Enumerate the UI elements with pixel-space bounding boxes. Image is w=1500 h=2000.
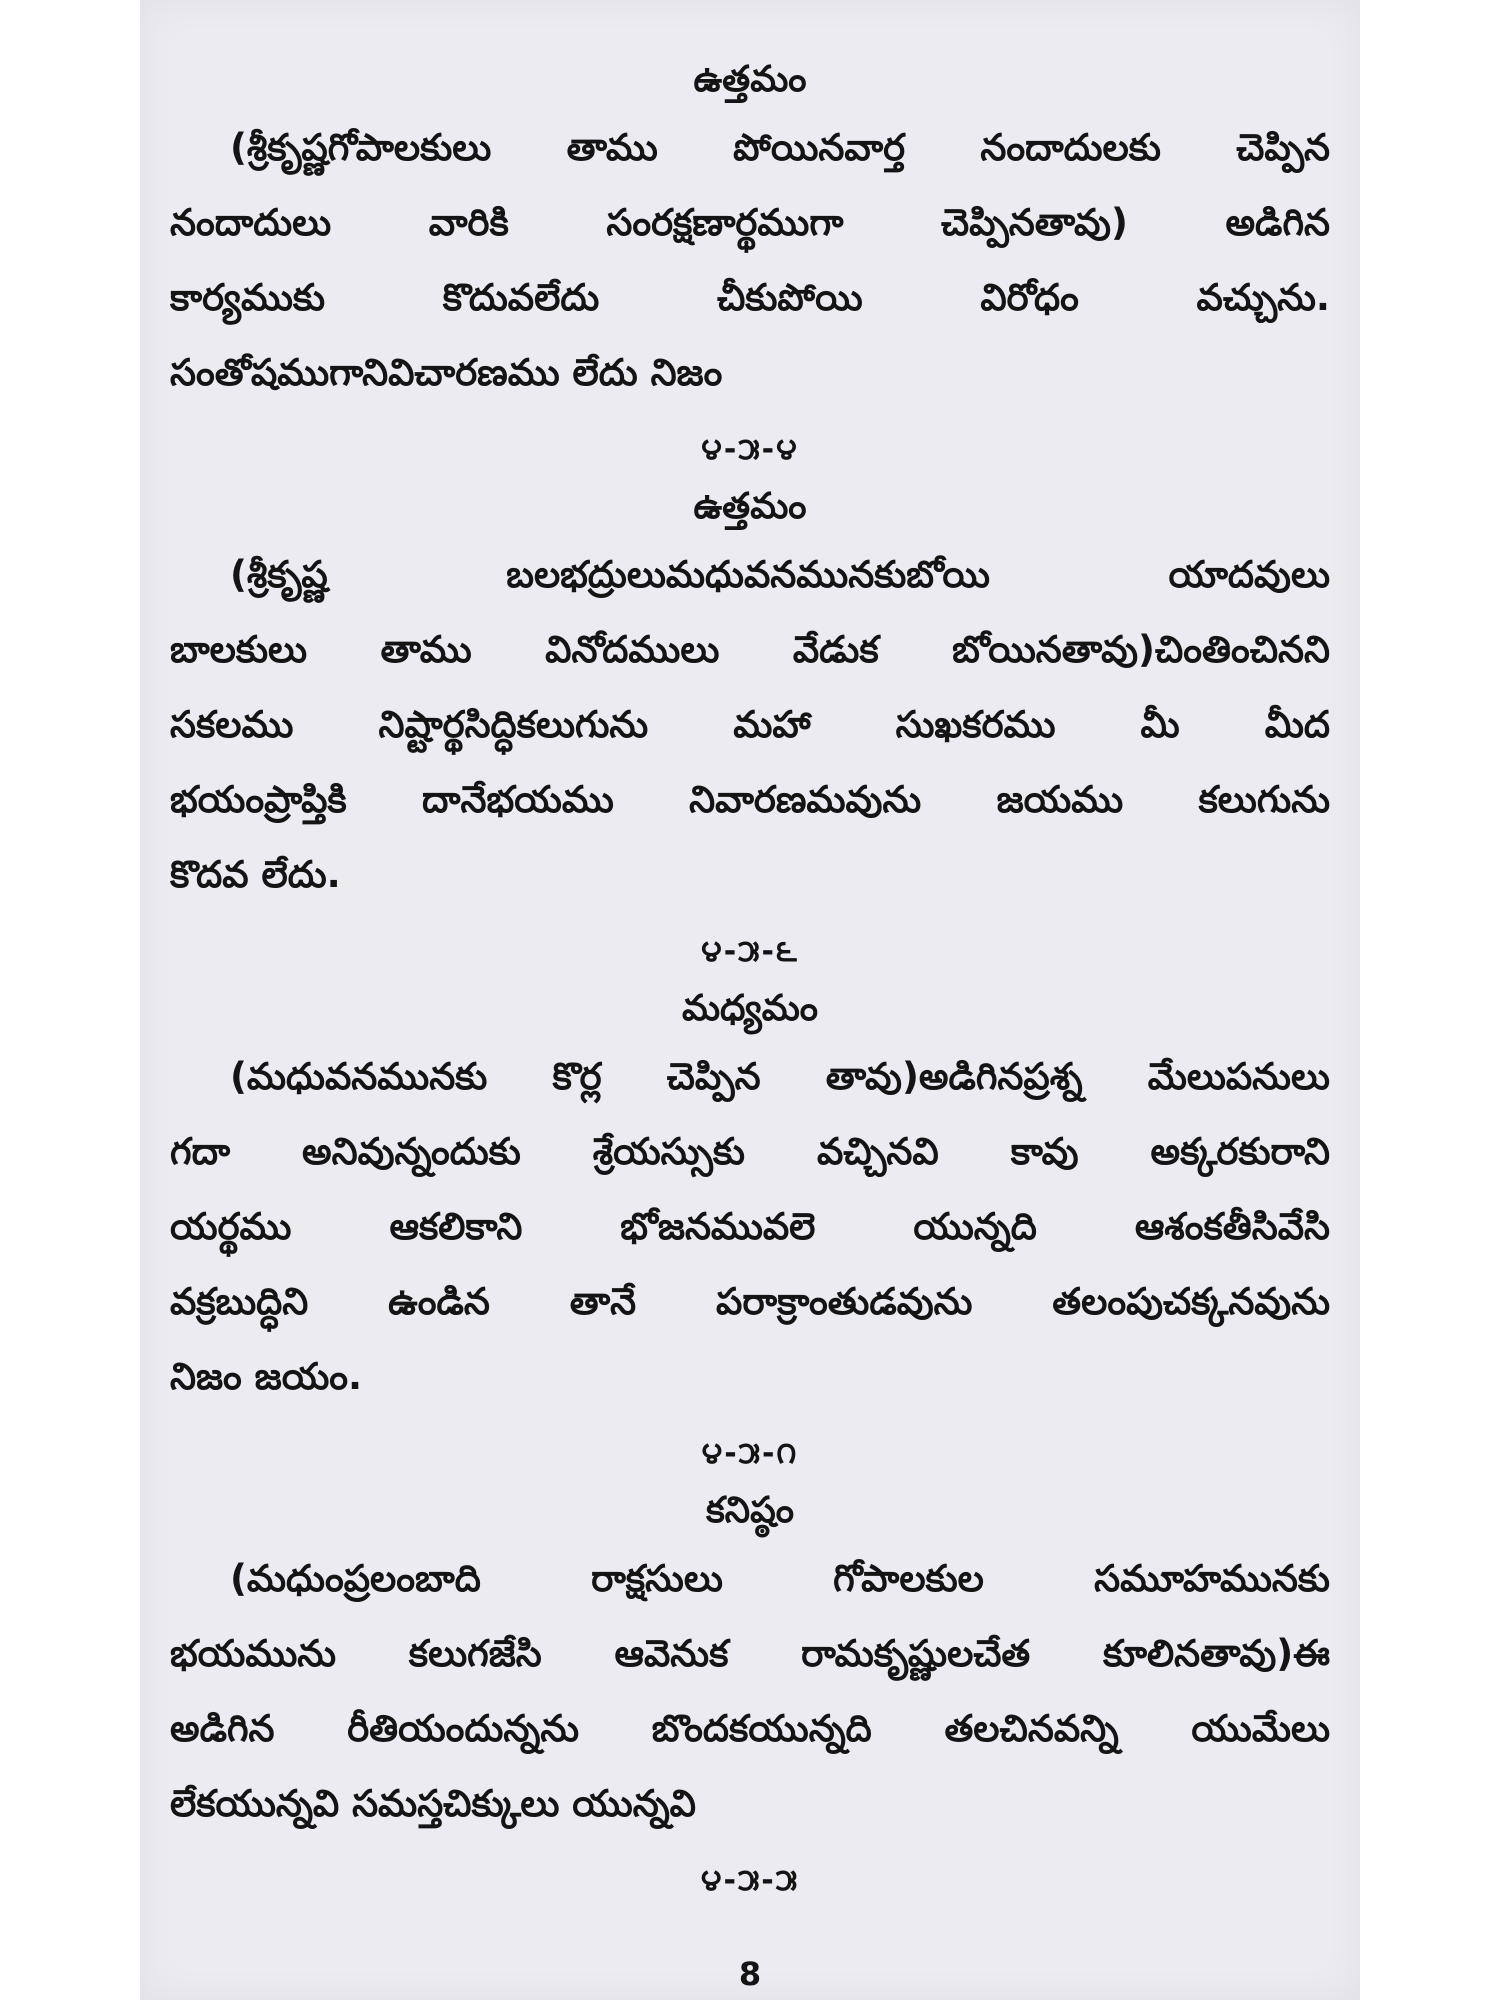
page-number: 8 xyxy=(738,1955,762,1993)
footer-code: ౪-౫-౫ xyxy=(700,1863,800,1898)
paragraph-line: భయమును కలుగజేసి ఆవెనుక రామకృష్ణులచేత కూలినతావు)ఈ xyxy=(170,1632,1330,1675)
paragraph-line: కార్యముకు కొదువలేదు చీకుపోయి విరోధం వచ్చును. xyxy=(170,276,1330,319)
paragraph-line: కొదవ లేదు. xyxy=(170,853,341,896)
section-paragraph xyxy=(170,1039,1330,1414)
section-paragraph xyxy=(170,537,1330,912)
paragraph-line: సకలము నిష్టార్థసిద్ధికలుగును మహా సుఖకరము మీ మీద xyxy=(170,703,1330,746)
section-heading: ఉత్తమం xyxy=(693,59,807,100)
paragraph-line: లేకయున్నవి సమస్తచిక్కులు యున్నవి xyxy=(170,1782,696,1825)
section-code: ౪-౫-౬ xyxy=(701,934,799,969)
paragraph-line: అడిగిన రీతియందున్నను బొందకయున్నది తలచినవన్ని యుమేలు xyxy=(170,1707,1330,1750)
section-2 xyxy=(170,422,1330,912)
paragraph-line: (మధుంప్రలంబాది రాక్షసులు గోపాలకుల సమూహమునకు xyxy=(230,1557,1330,1600)
paragraph-line: వక్రబుద్ధిని ఉండిన తానే పరాక్రాంతుడవును తలంపుచక్కనవును xyxy=(170,1280,1330,1323)
section-heading: మధ్యమం xyxy=(681,988,819,1029)
paragraph-line: సంతోషముగానివిచారణము లేదు నిజం xyxy=(170,351,723,394)
section-4 xyxy=(170,1426,1330,1841)
section-paragraph xyxy=(170,1541,1330,1841)
section-3 xyxy=(170,924,1330,1414)
paragraph-line: గదా అనివున్నందుకు శ్రేయస్సుకు వచ్చినవి కావు అక్కరకురాని xyxy=(170,1130,1330,1173)
section-code: ౪-౫-౧ xyxy=(701,1436,799,1471)
paragraph-line: భయంప్రాప్తికి దానేభయము నివారణమవును జయము కలుగును xyxy=(170,778,1330,821)
document-body xyxy=(170,50,1330,1908)
paragraph-line: (శ్రీకృష్ణగోపాలకులు తాము పోయినవార్త నందాదులకు చెప్పిన xyxy=(230,126,1330,169)
paragraph-line: నిజం జయం. xyxy=(170,1355,363,1398)
paragraph-line: యర్థము ఆకలికాని భోజనమువలె యున్నది ఆశంకతీసివేసి xyxy=(170,1205,1330,1248)
paragraph-line: (శ్రీకృష్ణ బలభద్రులుమధువనమునకుబోయి యాదవులు xyxy=(230,553,1330,596)
paragraph-line: బాలకులు తాము వినోదములు వేడుక బోయినతావు)చింతించినని xyxy=(170,628,1330,671)
paragraph-line: నందాదులు వారికి సంరక్షణార్థముగా చెప్పినతావు) అడిగిన xyxy=(170,201,1330,244)
section-1 xyxy=(170,50,1330,410)
section-heading: ఉత్తమం xyxy=(693,486,807,527)
section-heading: కనిష్ఠం xyxy=(706,1490,794,1531)
paragraph-line: (మధువనమునకు కొర్ల చెప్పిన తావు)అడిగినప్రశ్న మేలుపనులు xyxy=(230,1055,1330,1098)
section-paragraph xyxy=(170,110,1330,410)
section-code: ౪-౫-౪ xyxy=(701,432,799,467)
